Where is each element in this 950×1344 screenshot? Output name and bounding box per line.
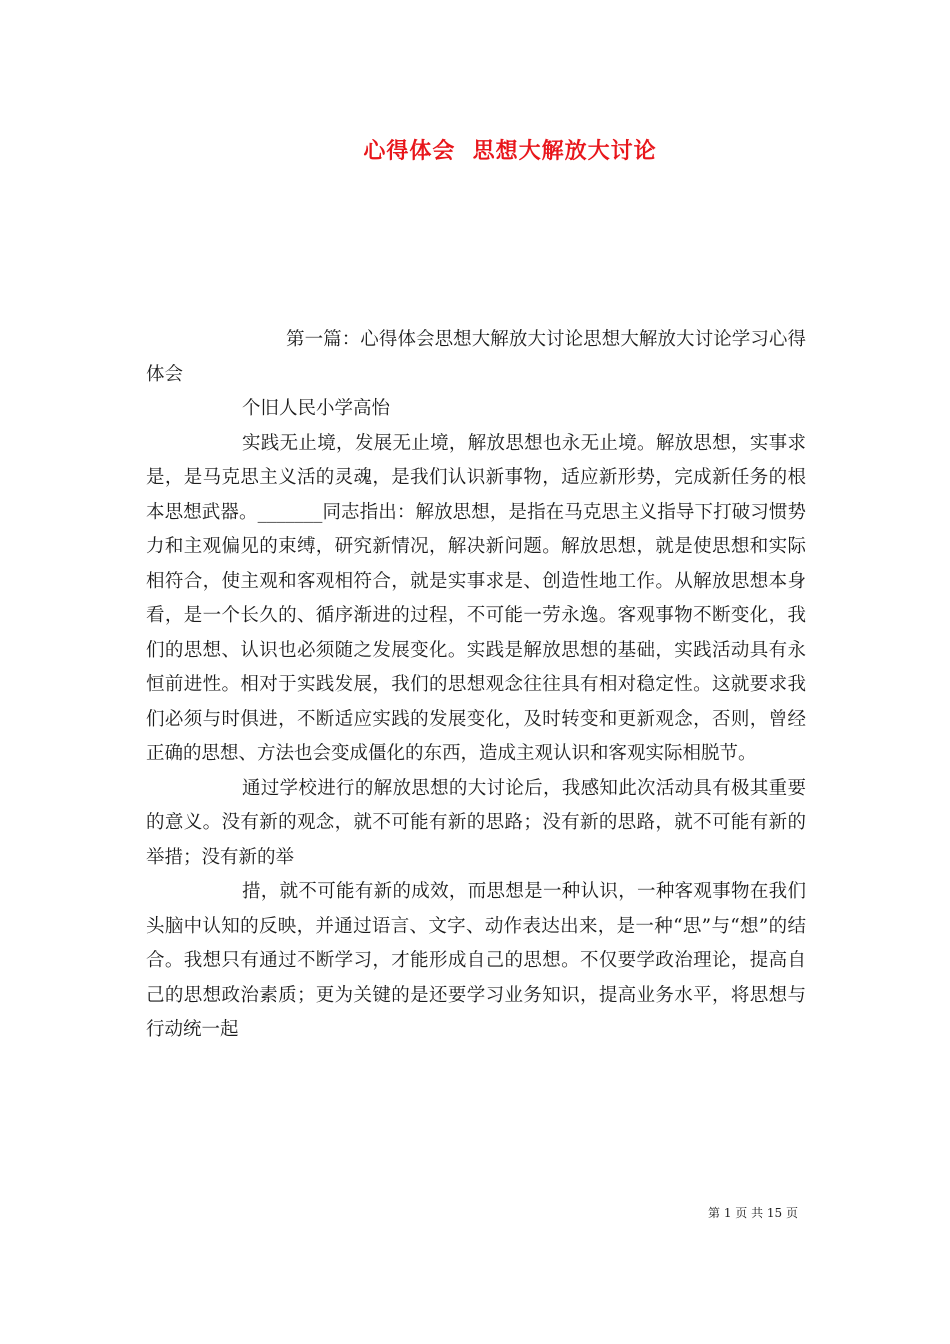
body-paragraph-1: 实践无止境，发展无止境，解放思想也永无止境。解放思想，实事求是，是马克思主义活的灵魂，是我们认识新事物，适应新形势，完成新任务的根本思想武器。_______同志指出：解放思想，是指在马克思主义指导下打破习惯势力和主观偏见的束缚，研究新情况，解决新问题。解放思想，就是使思想和实际相符合，使主观和客观相符合，就是实事求是、创造性地工作。从解放思想本身看，是一个长久的、循序渐进的过程，不可能一劳永逸。客观事物不断变化，我们的思想、认识也必须随之发展变化。实践是解放思想的基础，实践活动具有永恒前进性。相对于实践发展，我们的思想观念往往具有相对稳定性。这就要求我们必须与时俱进，不断适应实践的发展变化，及时转变和更新观念，否则，曾经正确的思想、方法也会变成僵化的东西，造成主观认识和客观实际相脱节。 <box>146 432 806 764</box>
document-title: 心得体会 思想大解放大讨论 <box>363 138 657 164</box>
body-paragraph-3: 措，就不可能有新的成效，而思想是一种认识，一种客观事物在我们头脑中认知的反映，并通过语言、文字、动作表达出来，是一种“思”与“想”的结合。我想只有通过不断学习，才能形成自己的思想。不仅要学政治理论，提高自己的思想政治素质；更为关键的是还要学习业务知识，提高业务水平，将思想与行动统一起 <box>146 881 806 1040</box>
page-number-footer: 第 1 页 共 15 页 <box>708 1206 798 1220</box>
section-heading: 第一篇：心得体会思想大解放大讨论思想大解放大讨论学习心得体会 <box>146 329 806 385</box>
body-paragraph-2: 通过学校进行的解放思想的大讨论后，我感知此次活动具有极其重要的意义。没有新的观念，就不可能有新的思路；没有新的思路，就不可能有新的举措；没有新的举 <box>146 777 806 868</box>
document-body <box>146 323 806 1048</box>
author-line: 个旧人民小学高怡 <box>242 398 391 419</box>
